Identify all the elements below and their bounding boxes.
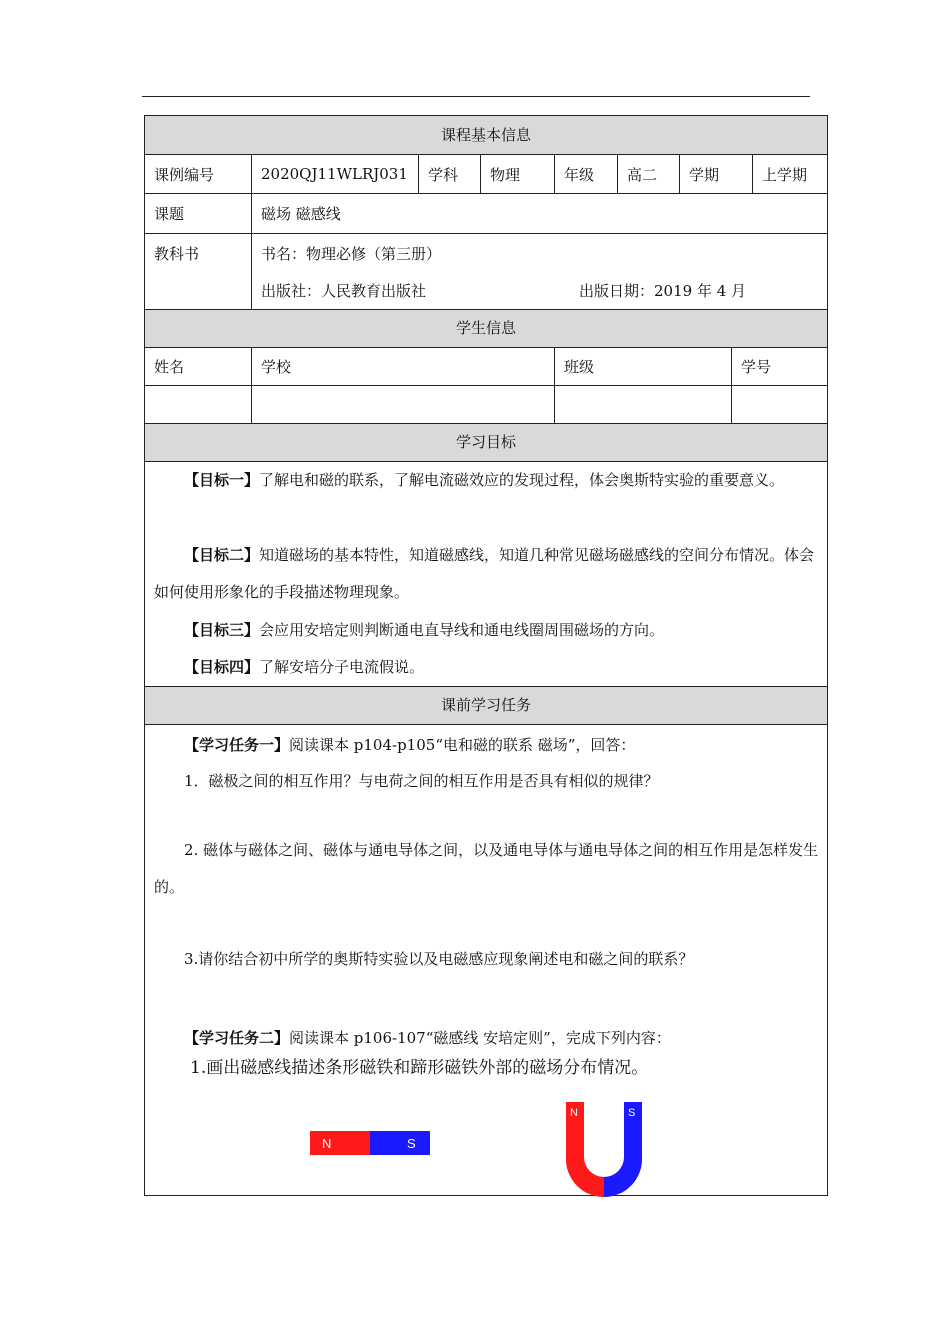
student-value-row	[145, 386, 827, 424]
goals-title: 学习目标	[455, 433, 516, 451]
course-info-title: 课程基本信息	[440, 126, 531, 144]
goal-1-tag: 【目标一】	[184, 471, 260, 489]
goal-2-tag: 【目标二】	[184, 546, 260, 564]
topic-value: 磁场 磁感线	[251, 194, 827, 233]
goal-3-tag: 【目标三】	[184, 621, 260, 639]
goal-4	[154, 649, 819, 686]
subject-label: 学科	[418, 155, 480, 193]
student-label-row	[145, 348, 827, 386]
topic-label: 课题	[154, 205, 185, 223]
goals-body	[145, 462, 827, 687]
bar-magnet-n-label: N	[322, 1136, 332, 1151]
horseshoe-south-arm	[604, 1102, 642, 1197]
topic-row	[145, 194, 827, 234]
horseshoe-magnet	[564, 1102, 644, 1197]
horseshoe-s-label: S	[628, 1107, 636, 1119]
course-meta-row	[145, 155, 827, 194]
textbook-details	[251, 234, 827, 309]
name-label: 姓名	[154, 358, 185, 376]
tasks-body	[145, 725, 827, 1195]
bar-magnet-s-label: S	[407, 1136, 416, 1151]
course-info-header	[145, 116, 827, 155]
lesson-sheet	[144, 115, 828, 1196]
bar-magnet	[310, 1131, 430, 1155]
task-2-tag: 【学习任务二】	[184, 1029, 290, 1047]
question-2: 2. 磁体与磁体之间、磁体与通电导体之间，以及通电导体与通电导体之间的相互作用是怎样发生的。	[154, 841, 819, 896]
case-no-label: 课例编号	[154, 165, 215, 184]
goal-3	[154, 612, 819, 649]
class-label: 班级	[554, 348, 731, 385]
school-field[interactable]	[251, 386, 554, 423]
task-1	[154, 727, 819, 764]
textbook-label: 教科书	[154, 245, 200, 263]
book-name: 书名：物理必修（第三册）	[261, 245, 442, 263]
goal-2-text: 知道磁场的基本特性，知道磁感线，知道几种常见磁场磁感线的空间分布情况。体会如何使用形象化的手段描述物理现象。	[154, 546, 815, 601]
draw-instruction: 1.画出磁感线描述条形磁铁和蹄形磁铁外部的磁场分布情况。	[190, 1058, 649, 1078]
goal-3-text: 会应用安培定则判断通电直导线和通电线圈周围磁场的方向。	[259, 621, 665, 639]
textbook-row	[145, 234, 827, 310]
goal-1	[154, 462, 819, 499]
grade-value: 高二	[617, 155, 679, 193]
task-1-text: 阅读课本 p104-p105“电和磁的联系 磁场”，回答：	[289, 736, 636, 754]
term-label: 学期	[679, 155, 752, 193]
subject-value: 物理	[480, 155, 554, 193]
bar-magnet-north	[310, 1131, 370, 1155]
class-field[interactable]	[554, 386, 731, 423]
student-info-header	[145, 310, 827, 348]
grade-label: 年级	[554, 155, 617, 193]
goal-4-text: 了解安培分子电流假说。	[259, 658, 425, 676]
student-info-title: 学生信息	[455, 319, 516, 337]
publisher: 出版社：人民教育出版社	[261, 282, 427, 300]
question-1: 1．磁极之间的相互作用？与电荷之间的相互作用是否具有相似的规律？	[184, 772, 659, 790]
goal-2	[154, 537, 819, 611]
header-rule	[142, 96, 810, 97]
school-label: 学校	[251, 348, 554, 385]
case-no-value: 2020QJ11WLRJ031	[251, 155, 418, 193]
tasks-title: 课前学习任务	[440, 696, 531, 714]
student-id-field[interactable]	[731, 386, 827, 423]
publish-date: 出版日期：2019 年 4 月	[579, 282, 747, 300]
task-2-text: 阅读课本 p106-107“磁感线 安培定则”，完成下列内容：	[289, 1029, 671, 1047]
question-3: 3.请你结合初中所学的奥斯特实验以及电磁感应现象阐述电和磁之间的联系？	[184, 950, 694, 968]
horseshoe-n-label: N	[570, 1107, 578, 1119]
goals-header	[145, 424, 827, 462]
goal-4-tag: 【目标四】	[184, 658, 260, 676]
tasks-header	[145, 687, 827, 725]
student-id-label: 学号	[731, 348, 827, 385]
task-1-tag: 【学习任务一】	[184, 736, 290, 754]
goal-1-text: 了解电和磁的联系，了解电流磁效应的发现过程，体会奥斯特实验的重要意义。	[259, 471, 785, 489]
name-field[interactable]	[145, 386, 251, 423]
term-value: 上学期	[752, 155, 827, 193]
bar-magnet-south	[370, 1131, 430, 1155]
